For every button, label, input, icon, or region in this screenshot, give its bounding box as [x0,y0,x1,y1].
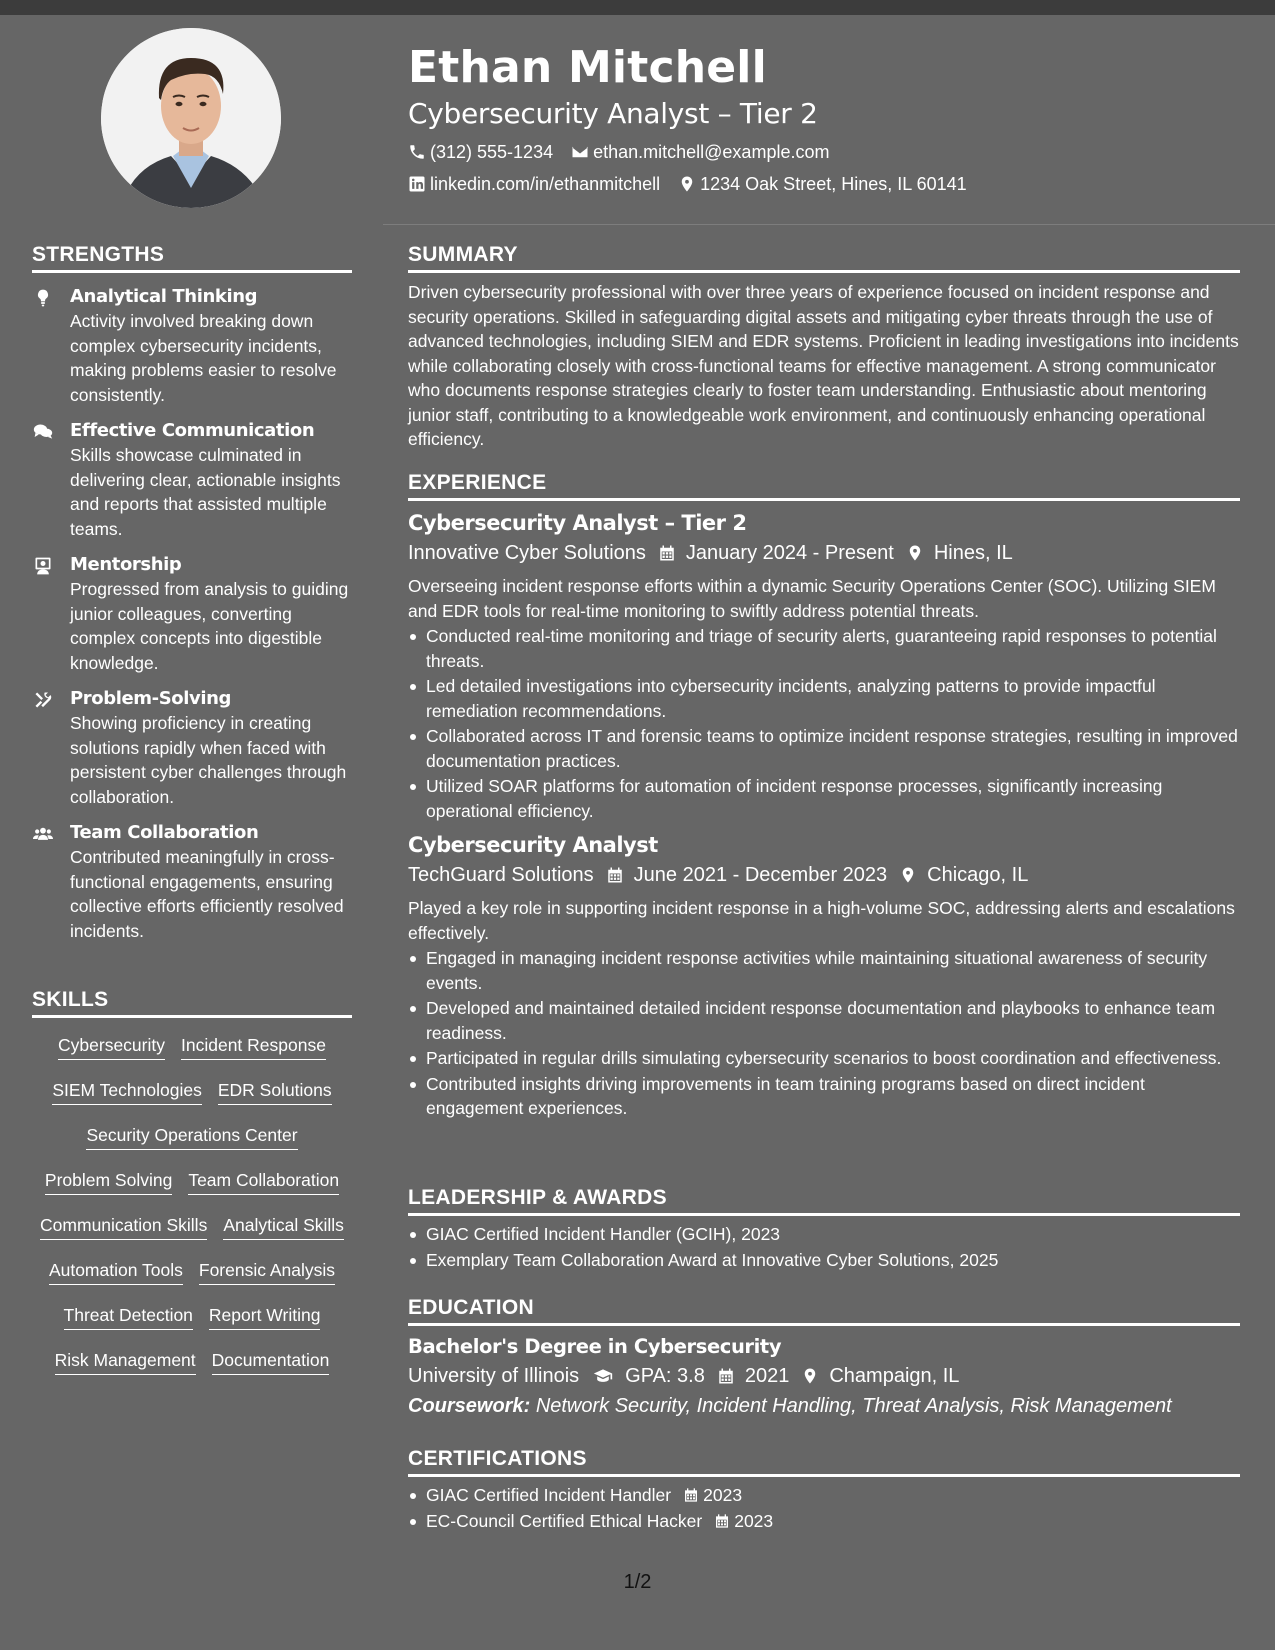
chat-icon [32,422,54,442]
calendar-icon [683,1486,699,1504]
summary-text: Driven cybersecurity professional with over three years of experience focused on incident response and security operations. Skilled in safeguarding digital assets and mitigating cyber threats through the use of advanced technologies, including SIEM and EDR systems. Proficient in leading investigations into incidents while collaborating closely with cross-functional teams for effective management. A strong communicator who documents response strategies clearly to foster team understanding. Enthusiastic about mentoring junior staff, contributing to a knowledgeable work environment, and continuously enhancing operational efficiency. [408,282,1239,449]
leadership-item: Exemplary Team Collaboration Award at Innovative Cyber Solutions, 2025 [408,1248,1240,1273]
candidate-name: Ethan Mitchell [408,42,767,93]
calendar-icon [714,1512,730,1530]
lightbulb-icon [32,288,54,308]
job-location: Chicago, IL [927,864,1029,886]
email-text: ethan.mitchell@example.com [593,142,830,162]
linkedin-text: linkedin.com/in/ethanmitchell [430,174,661,194]
skill-tag: Analytical Skills [223,1213,344,1240]
strength-description: Showing proficiency in creating solutions rapidly when faced with persistent cyber challenges through collaboration. [70,713,347,807]
job-dates: June 2021 - December 2023 [633,864,888,886]
graduation-cap-icon [591,1366,615,1386]
skill-tag: Report Writing [209,1303,321,1330]
certifications-section [408,1446,1240,1533]
strength-item [32,285,352,407]
job-bullet: Participated in regular drills simulating cybersecurity scenarios to boost coordination and effectiveness. [408,1046,1240,1071]
skills-section [32,987,352,1386]
education-section [408,1295,1240,1420]
skill-tag: Incident Response [181,1033,326,1060]
experience-section [408,470,1240,1121]
certification-year: 2023 [703,1485,743,1505]
skill-tag: Documentation [212,1348,330,1375]
job-meta [408,861,1240,889]
skill-tag: Communication Skills [40,1213,207,1240]
calendar-icon [717,1366,735,1386]
profile-photo-illustration [101,28,281,208]
strength-description: Contributed meaningfully in cross-functional engagements, ensuring collective efforts efficiently resolved incidents. [70,847,344,941]
location-pin-icon [801,1366,819,1386]
strength-item [32,821,352,943]
candidate-title: Cybersecurity Analyst – Tier 2 [408,97,818,130]
graduation-year: 2021 [744,1365,790,1387]
job-description: Overseeing incident response efforts within a dynamic Security Operations Center (SOC). Utilizing SIEM and EDR tools for real-time monitoring to swiftly address potential threats. [408,576,1216,621]
gpa: GPA: 3.8 [625,1365,705,1387]
summary-section [408,242,1240,452]
leadership-section [408,1185,1240,1272]
job-entry [408,831,1240,1121]
job-bullets [408,946,1240,1121]
resume-header [408,40,1248,196]
phone-icon [408,143,426,161]
skill-tag: Forensic Analysis [199,1258,335,1285]
coursework-label: Coursework: [408,1395,531,1417]
summary-heading: SUMMARY [408,242,1240,273]
education-heading: EDUCATION [408,1295,1240,1326]
coursework [408,1392,1240,1420]
location-pin-icon [906,543,924,563]
strengths-heading: STRENGTHS [32,242,352,273]
certification-item [408,1509,1240,1534]
skills-list [32,1026,352,1386]
skill-tag: Cybersecurity [58,1033,165,1060]
school-name: University of Illinois [408,1365,580,1387]
profile-photo [101,28,281,208]
linkedin-contact[interactable] [408,172,660,196]
certifications-list [408,1483,1240,1533]
tools-icon [32,690,54,710]
strength-item [32,553,352,675]
email-contact[interactable] [571,140,829,164]
header-divider [383,224,1275,225]
job-meta [408,539,1240,567]
contact-row-2 [408,172,1248,196]
skill-tag: Threat Detection [64,1303,193,1330]
users-icon [32,824,54,844]
skill-tag: SIEM Technologies [52,1078,202,1105]
skill-tag: Security Operations Center [86,1123,297,1150]
job-description: Played a key role in supporting incident response in a high-volume SOC, addressing alerts and escalations effectively. [408,898,1235,943]
skill-tag: Risk Management [55,1348,196,1375]
job-bullet: Led detailed investigations into cybersecurity incidents, analyzing patterns to provide impactful remediation recommendations. [408,674,1240,723]
job-location: Hines, IL [933,542,1013,564]
job-bullets [408,624,1240,823]
certification-year: 2023 [734,1510,774,1531]
job-title: Cybersecurity Analyst [408,833,658,857]
degree-title: Bachelor's Degree in Cybersecurity [408,1335,782,1358]
strength-title: Mentorship [70,554,182,575]
certification-name: EC-Council Certified Ethical Hacker [426,1510,703,1531]
skills-heading: SKILLS [32,987,352,1018]
envelope-icon [571,143,589,161]
location-pin-icon [678,175,696,193]
school-location: Champaign, IL [829,1365,960,1387]
company-name: TechGuard Solutions [408,864,594,886]
strength-description: Activity involved breaking down complex cybersecurity incidents, making problems easier to resolve consistently. [70,311,337,405]
job-bullet: Utilized SOAR platforms for automation of incident response processes, significantly increasing operational efficiency. [408,774,1240,823]
location-pin-icon [899,865,917,885]
address-text: 1234 Oak Street, Hines, IL 60141 [700,174,967,194]
top-bar [0,0,1275,15]
strength-title: Analytical Thinking [70,286,258,307]
calendar-icon [606,865,624,885]
strength-title: Effective Communication [70,420,315,441]
phone-text: (312) 555-1234 [430,142,554,162]
strength-item [32,687,352,809]
strength-description: Progressed from analysis to guiding junior colleagues, converting complex concepts into digestible knowledge. [70,579,349,673]
strength-title: Team Collaboration [70,822,259,843]
leadership-heading: LEADERSHIP & AWARDS [408,1185,1240,1216]
company-name: Innovative Cyber Solutions [408,542,646,564]
leadership-item: GIAC Certified Incident Handler (GCIH), 2023 [408,1222,1240,1247]
job-dates: January 2024 - Present [685,542,894,564]
skill-tag: Problem Solving [45,1168,172,1195]
teacher-icon [32,556,54,576]
contact-row-1 [408,140,1248,164]
certifications-heading: CERTIFICATIONS [408,1446,1240,1477]
phone-contact[interactable] [408,140,553,164]
strength-item [32,419,352,541]
job-bullet: Engaged in managing incident response activities while maintaining situational awareness of security events. [408,946,1240,995]
linkedin-icon [408,175,426,193]
certification-item [408,1483,1240,1508]
job-bullet: Collaborated across IT and forensic teams to optimize incident response strategies, resulting in improved documentation practices. [408,724,1240,773]
strength-title: Problem-Solving [70,688,232,709]
education-meta [408,1362,1240,1390]
coursework-list: Network Security, Incident Handling, Threat Analysis, Risk Management [535,1395,1172,1417]
skill-tag: EDR Solutions [218,1078,332,1105]
skill-tag: Automation Tools [49,1258,183,1285]
address-contact [678,172,967,196]
job-entry [408,509,1240,823]
job-bullet: Developed and maintained detailed incident response documentation and playbooks to enhance team readiness. [408,996,1240,1045]
job-title: Cybersecurity Analyst – Tier 2 [408,511,747,535]
leadership-list [408,1222,1240,1272]
strength-description: Skills showcase culminated in delivering clear, actionable insights and reports that assisted multiple teams. [70,445,341,539]
job-bullet: Contributed insights driving improvements in team training programs based on direct incident engagement experiences. [408,1072,1240,1121]
certification-name: GIAC Certified Incident Handler [426,1485,672,1505]
skill-tag: Team Collaboration [188,1168,339,1195]
job-bullet: Conducted real-time monitoring and triage of security alerts, guaranteeing rapid responses to potential threats. [408,624,1240,673]
calendar-icon [658,543,676,563]
experience-heading: EXPERIENCE [408,470,1240,501]
strengths-section [32,242,352,943]
page-number: 1/2 [623,1571,652,1593]
